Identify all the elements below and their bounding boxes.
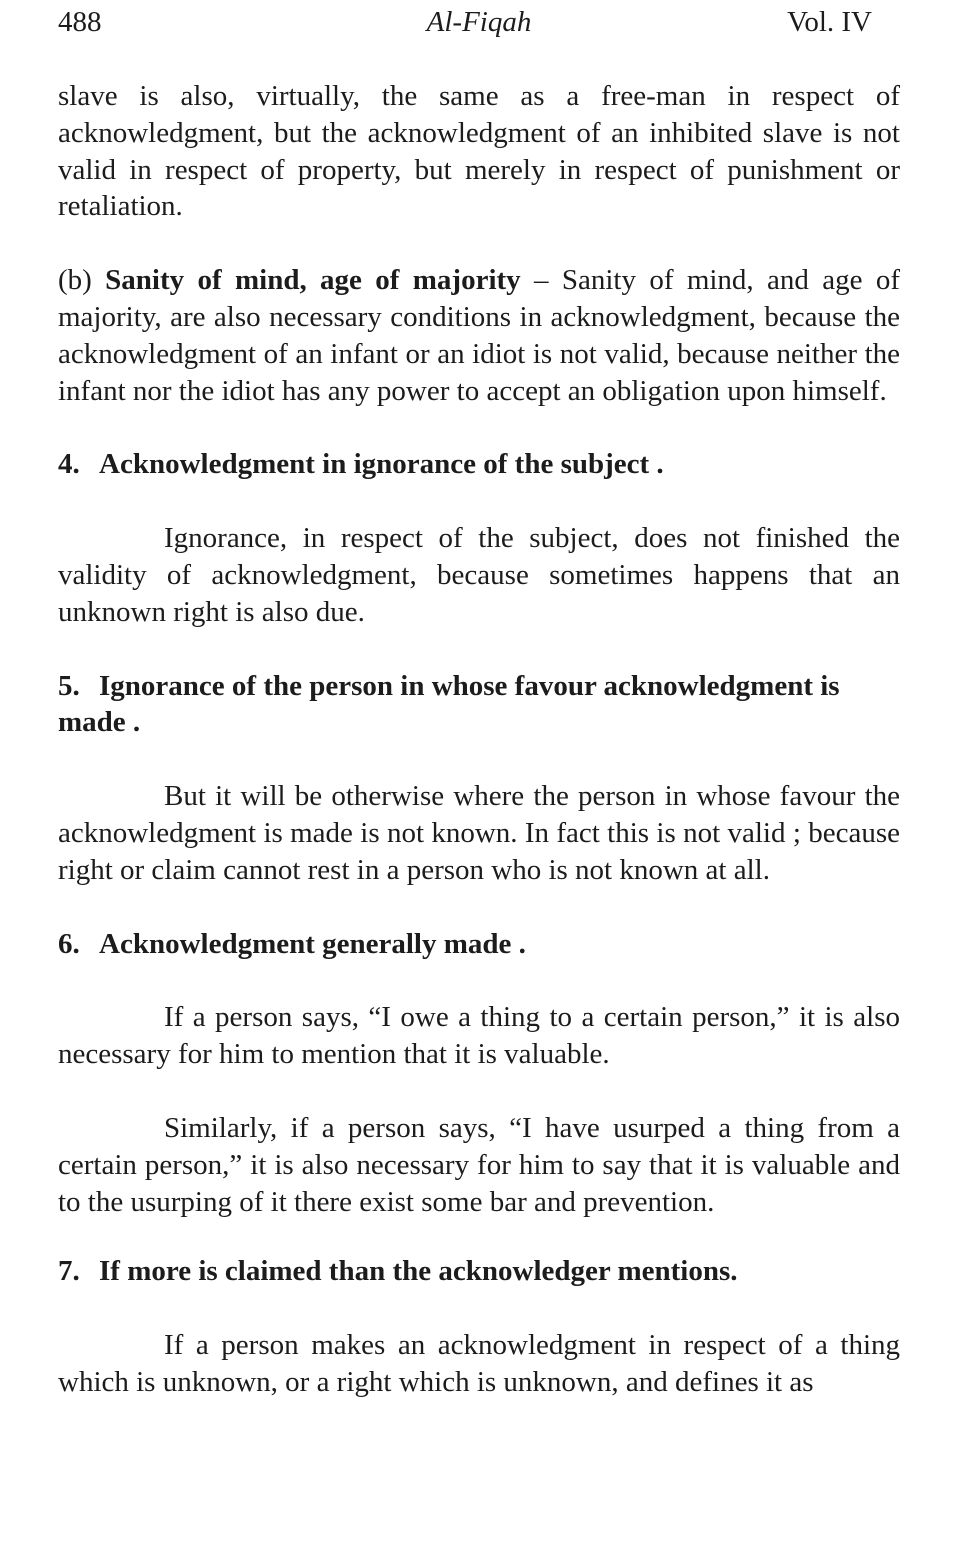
section-heading-4 [58,446,900,483]
paragraph-usurped-thing: Similarly, if a person says, “I have usurped a thing from a certain person,” it is also necessary for him to say that it is valuable and to the usurping of it there exist some bar and prevention. [58,1111,900,1218]
section-number: 5. [58,669,80,702]
paragraph-unknown-thing: If a person makes an acknowledgment in respect of a thing which is unknown, or a right which is unknown, and defines it as [58,1329,900,1398]
section-title: If more is claimed than the acknowledger mentions. [99,1255,738,1288]
section-number: 7. [58,1255,80,1288]
section-heading-5 [58,668,900,742]
paragraph-sanity-of-mind [58,262,900,409]
section-heading-7 [58,1253,900,1290]
section-heading-6 [58,926,900,963]
paragraph-bold-term: Sanity of mind, age of majority [105,264,521,297]
paragraph-text: – Sanity of mind, and age of majority, are also necessary conditions in acknowledgment, because the acknowledgment of an infant or an idiot is not valid, because neither the infant nor the idiot has any power to accept an obligation upon himself. [58,264,900,407]
section-title: Acknowledgment in ignorance of the subject . [99,448,664,481]
paragraph-ignorance-subject: Ignorance, in respect of the subject, does not finished the validity of acknowledgment, because sometimes happens that an unknown right is also due. [58,522,900,628]
page-number: 488 [58,6,102,38]
book-title: Al-Fiqah [426,6,532,38]
section-title: Acknowledgment generally made . [99,927,526,960]
section-title: Ignorance of the person in whose favour acknowledgment is made . [58,669,840,739]
paragraph-slave-acknowledgment: slave is also, virtually, the same as a free-man in respect of acknowledgment, but the acknowledgment of an inhibited slave is not valid in respect of property, but merely in respect of punishment or retaliation. [58,80,900,223]
running-header [58,4,900,40]
paragraph-prefix: (b) [58,264,106,297]
page-body [58,78,900,1401]
paragraph-owe-thing: If a person says, “I owe a thing to a certain person,” it is also necessary for him to mention that it is valuable. [58,1001,900,1071]
section-number: 6. [58,927,80,960]
section-number: 4. [58,448,80,481]
paragraph-person-unknown: But it will be otherwise where the person in whose favour the acknowledgment is made is not known. In fact this is not valid ; because right or claim cannot rest in a person who is not known at all. [58,780,900,886]
volume-label: Vol. IV [787,6,872,38]
